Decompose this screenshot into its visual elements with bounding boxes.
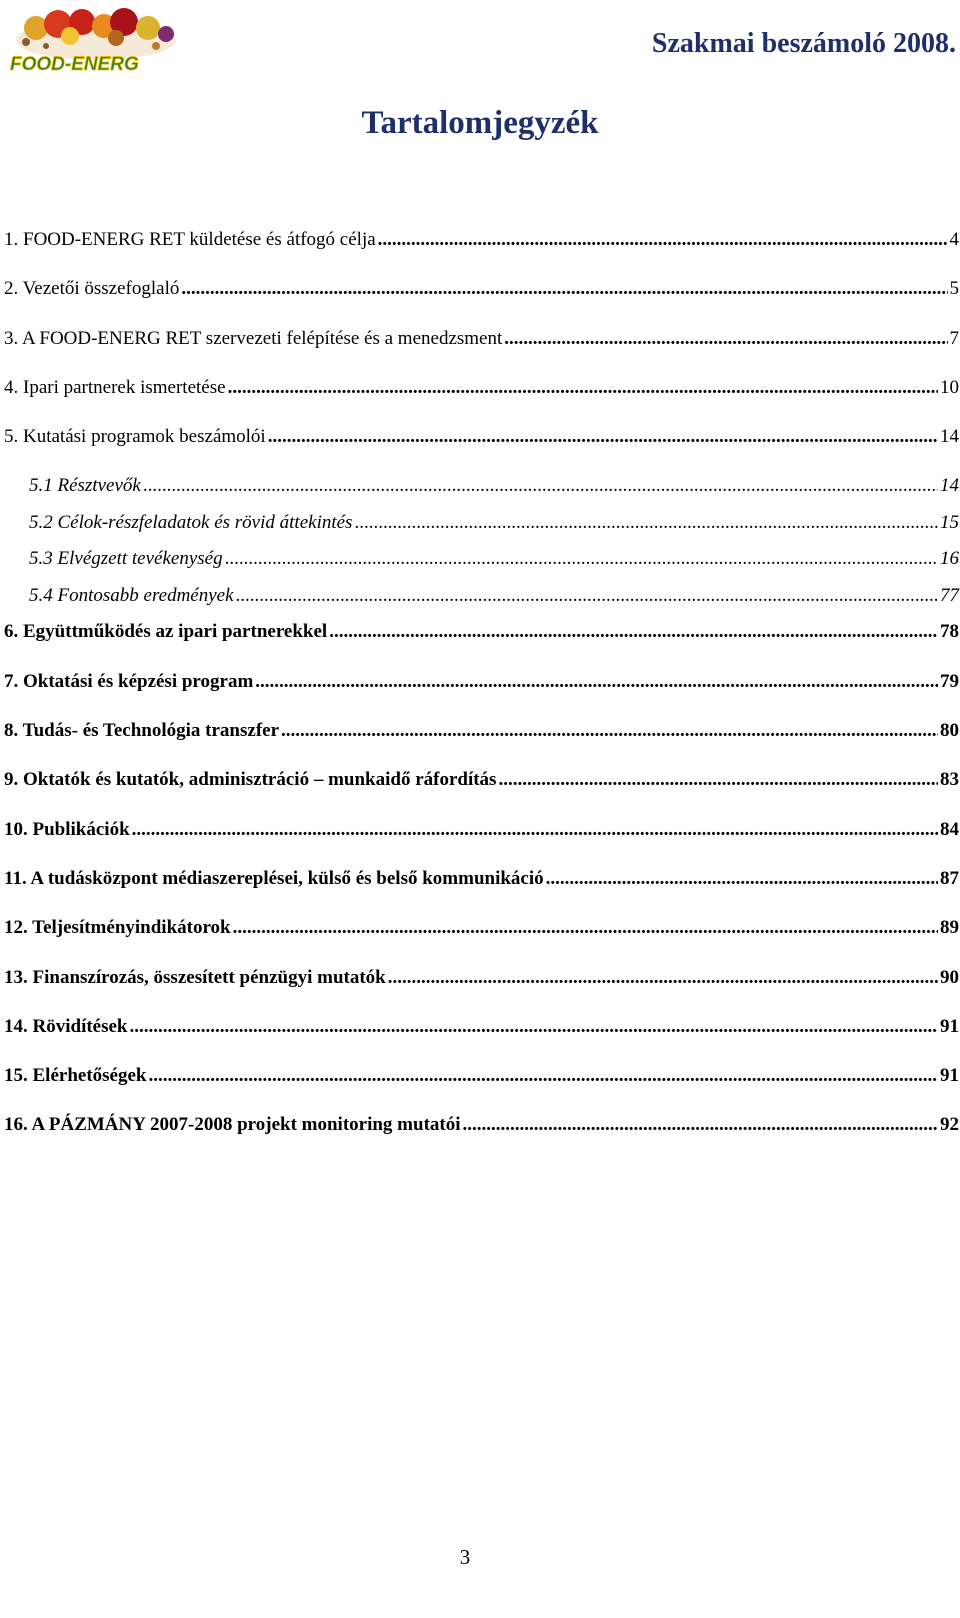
toc-entry[interactable]: [4, 548, 959, 585]
toc-entry[interactable]: [4, 720, 959, 769]
toc-entry-page: 77: [940, 584, 959, 606]
toc-entry-label: 16. A PÁZMÁNY 2007-2008 projekt monitoring mutatói: [4, 1114, 461, 1136]
toc-dot-leader: [546, 868, 938, 890]
toc-dot-leader: [181, 278, 947, 300]
toc-entry[interactable]: [4, 229, 959, 278]
toc-entry-label: 3. A FOOD-ENERG RET szervezeti felépítése és a menedzsment: [4, 327, 503, 349]
page-title: Tartalomjegyzék: [361, 105, 599, 141]
table-of-contents: [4, 229, 959, 1164]
toc-dot-leader: [498, 769, 938, 791]
page-number: 3: [459, 1545, 471, 1569]
toc-entry-page: 7: [949, 327, 959, 349]
toc-entry-page: 90: [940, 966, 959, 988]
toc-entry-label: 5. Kutatási programok beszámolói: [4, 426, 266, 448]
toc-dot-leader: [281, 720, 938, 742]
toc-entry-page: 80: [940, 720, 959, 742]
toc-entry-page: 78: [940, 621, 959, 643]
toc-dot-leader: [233, 917, 938, 939]
toc-dot-leader: [354, 512, 938, 534]
toc-entry-label: 8. Tudás- és Technológia transzfer: [4, 720, 280, 742]
toc-entry[interactable]: [4, 868, 959, 917]
toc-entry[interactable]: [4, 1065, 959, 1114]
toc-entry-page: 89: [940, 917, 959, 939]
toc-entry-label: 11. A tudásközpont médiaszereplései, külső és belső kommunikáció: [4, 867, 544, 889]
toc-entry-page: 15: [940, 511, 959, 533]
toc-entry[interactable]: [4, 328, 959, 377]
toc-entry-page: 91: [940, 1065, 959, 1087]
toc-entry-page: 14: [940, 475, 959, 497]
toc-dot-leader: [388, 967, 938, 989]
toc-dot-leader: [329, 621, 938, 643]
toc-dot-leader: [463, 1114, 938, 1136]
toc-entry-page: 84: [940, 818, 959, 840]
toc-dot-leader: [148, 1065, 938, 1087]
toc-entry-label: 7. Oktatási és képzési program: [4, 670, 254, 692]
toc-entry-label: 5.4 Fontosabb eredmények: [29, 584, 234, 606]
toc-dot-leader: [143, 475, 938, 497]
toc-entry[interactable]: [4, 512, 959, 549]
toc-entry-page: 5: [949, 278, 959, 300]
toc-dot-leader: [228, 377, 938, 399]
toc-dot-leader: [268, 426, 938, 448]
toc-entry-label: 1. FOOD-ENERG RET küldetése és átfogó célja: [4, 229, 376, 250]
toc-entry-page: 10: [940, 376, 959, 398]
toc-entry-label: 5.2 Célok-részfeladatok és rövid áttekintés: [29, 511, 353, 533]
toc-entry-label: 15. Elérhetőségek: [4, 1065, 147, 1087]
toc-dot-leader: [132, 819, 938, 841]
toc-entry[interactable]: [4, 475, 959, 512]
toc-entry-label: 5.3 Elvégzett tevékenység: [29, 548, 223, 570]
toc-dot-leader: [130, 1016, 939, 1038]
toc-entry[interactable]: [4, 967, 959, 1016]
toc-entry-label: 14. Rövidítések: [4, 1015, 128, 1037]
toc-entry-label: 10. Publikációk: [4, 818, 130, 840]
toc-entry[interactable]: [4, 819, 959, 868]
toc-entry-label: 9. Oktatók és kutatók, adminisztráció – munkaidő ráfordítás: [4, 769, 497, 791]
toc-entry[interactable]: [4, 426, 959, 475]
toc-entry-page: 92: [940, 1114, 959, 1136]
toc-entry[interactable]: [4, 1016, 959, 1065]
toc-entry-page: 91: [940, 1015, 959, 1037]
toc-entry-page: 14: [940, 426, 959, 448]
toc-entry-label: 2. Vezetői összefoglaló: [4, 278, 180, 300]
toc-entry[interactable]: [4, 671, 959, 720]
toc-entry-page: 16: [940, 548, 959, 570]
toc-entry[interactable]: [4, 621, 959, 670]
toc-dot-leader: [255, 671, 938, 693]
toc-entry-page: 87: [940, 867, 959, 889]
toc-dot-leader: [236, 585, 938, 607]
logo-text: FOOD-ENERG: [10, 54, 139, 75]
toc-entry[interactable]: [4, 585, 959, 622]
toc-entry[interactable]: [4, 278, 959, 327]
toc-entry-label: 5.1 Résztvevők: [29, 475, 141, 497]
toc-entry-label: 4. Ipari partnerek ismertetése: [4, 376, 226, 398]
toc-entry-page: 79: [940, 670, 959, 692]
toc-entry[interactable]: [4, 1114, 959, 1163]
toc-entry[interactable]: [4, 377, 959, 426]
toc-dot-leader: [225, 548, 938, 570]
report-title: Szakmai beszámoló 2008.: [651, 28, 956, 59]
toc-dot-leader: [378, 229, 948, 251]
toc-entry-label: 12. Teljesítményindikátorok: [4, 917, 231, 939]
toc-dot-leader: [504, 328, 947, 350]
toc-entry-label: 13. Finanszírozás, összesített pénzügyi mutatók: [4, 966, 386, 988]
toc-entry-page: 4: [949, 229, 959, 250]
toc-entry-page: 83: [940, 769, 959, 791]
toc-entry[interactable]: [4, 769, 959, 818]
toc-entry[interactable]: [4, 917, 959, 966]
toc-entry-label: 6. Együttműködés az ipari partnerekkel: [4, 621, 328, 643]
